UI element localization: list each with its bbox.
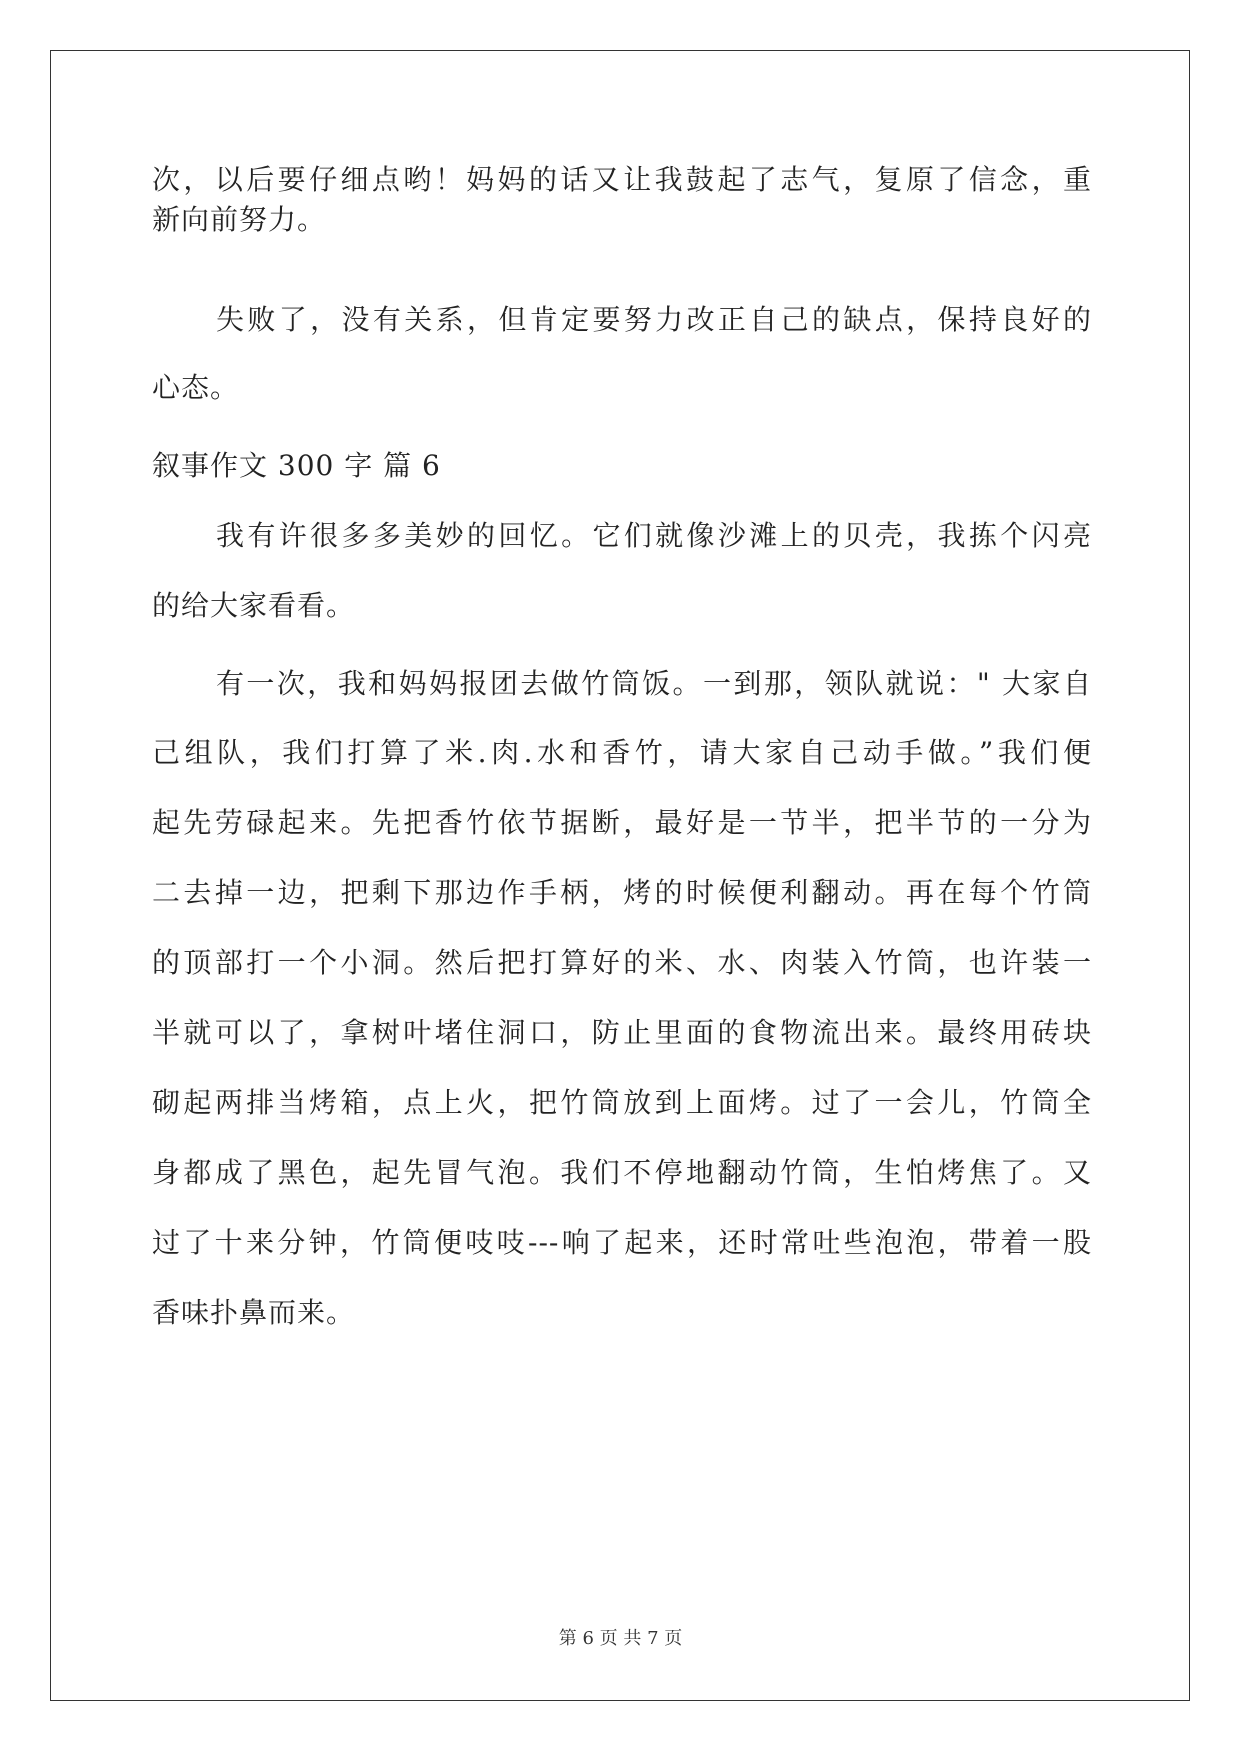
text-line: 的顶部打一个小洞。然后把打算好的米、水、肉装入竹筒，也许装一 xyxy=(152,946,1092,979)
paragraph-first-line: 失败了，没有关系，但肯定要努力改正自己的缺点，保持良好的 xyxy=(216,303,1092,336)
paragraph-first-line: 我有许很多多美妙的回忆。它们就像沙滩上的贝壳，我拣个闪亮 xyxy=(216,519,1092,552)
text-line: 二去掉一边，把剩下那边作手柄，烤的时候便利翻动。再在每个竹筒 xyxy=(152,876,1092,909)
text-line: 砌起两排当烤箱，点上火，把竹筒放到上面烤。过了一会儿，竹筒全 xyxy=(152,1086,1092,1119)
paragraph-first-line: 有一次，我和妈妈报团去做竹筒饭。一到那，领队就说：" 大家自 xyxy=(216,667,1092,700)
text-line xyxy=(152,200,326,240)
text-line: 起先劳碌起来。先把香竹依节据断，最好是一节半，把半节的一分为 xyxy=(152,806,1092,839)
text-line: 己组队，我们打算了米.肉.水和香竹，请大家自己动手做。”我们便 xyxy=(152,736,1092,769)
page-number-footer: 第 6 页 共 7 页 xyxy=(558,1628,683,1649)
text-line: 香味扑鼻而来。 xyxy=(152,1296,356,1329)
text-line: 半就可以了，拿树叶堵住洞口，防止里面的食物流出来。最终用砖块 xyxy=(152,1016,1092,1049)
text-line: 的给大家看看。 xyxy=(152,589,356,622)
text-line: 身都成了黑色，起先冒气泡。我们不停地翻动竹筒，生怕烤焦了。又 xyxy=(152,1156,1092,1189)
text-line: 心态。 xyxy=(152,371,240,404)
text-line: 次，以后要仔细点哟！妈妈的话又让我鼓起了志气，复原了信念，重 xyxy=(152,163,1092,196)
text-line: 过了十来分钟，竹筒便吱吱---响了起来，还时常吐些泡泡，带着一股 xyxy=(152,1226,1092,1259)
section-heading: 叙事作文 300 字 篇 6 xyxy=(152,449,441,482)
text-line-content: 新向前努力。 xyxy=(152,203,327,236)
